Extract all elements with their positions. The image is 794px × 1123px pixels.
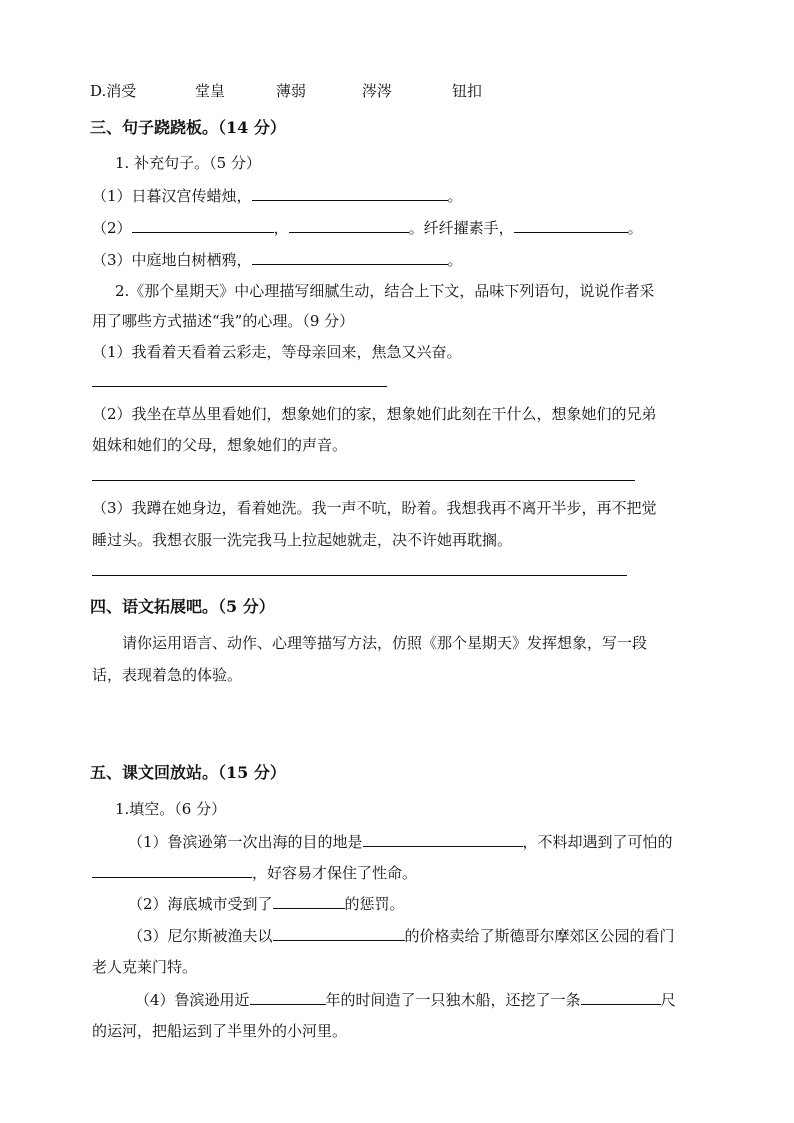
s5-item1-line1 [128,831,673,852]
s3-q1-line2-prefix: （2） [92,219,132,237]
s3-q1-line2-mid: 。纤纤擢素手， [408,219,514,237]
section5-title: 五、课文回放站。（15 分） [90,763,286,782]
s3-q1-line1-prefix: （1）日暮汉宫传蜡烛， [92,187,252,205]
answer-blank[interactable] [92,862,252,878]
s3-q2-intro-line2: 用了哪些方式描述“我”的心理。（9 分） [92,312,355,330]
answer-line[interactable] [92,386,387,387]
s5-item1-line2 [92,862,417,883]
answer-blank[interactable] [363,831,523,847]
s5-item3-line1 [128,925,675,946]
s5-item3-line2: 老人克莱门特。 [92,958,198,976]
s3-q2-item3-line1: （3）我蹲在她身边，看着她洗。我一声不吭，盼着。我想我再不离开半步，再不把觉 [92,499,657,517]
s5-item1-b: ，不料却遇到了可怕的 [522,833,673,851]
s3-q1-line2-comma: ， [273,219,289,237]
s5-item1-a: （1）鲁滨逊第一次出海的目的地是 [128,833,363,851]
s3-q2-item3-line2: 睡过头。我想衣服一洗完我马上拉起她就走，决不许她再耽搁。 [92,531,513,549]
answer-blank[interactable] [289,217,409,233]
s5-q1-title: 1.填空。（6 分） [115,800,227,818]
s5-item2 [128,893,405,914]
answer-line[interactable] [92,480,635,481]
option-d-word-3: 涔涔 [362,82,393,100]
option-d-word-1: 堂皇 [195,82,226,100]
s5-item4-line1 [135,989,676,1010]
answer-blank[interactable] [132,217,274,233]
option-d-word-2: 薄弱 [276,82,307,100]
s4-line2: 话，表现着急的体验。 [92,666,243,684]
answer-line[interactable] [92,575,627,576]
answer-blank[interactable] [273,893,345,909]
s5-item3-a: （3）尼尔斯被渔夫以 [128,927,273,945]
option-d-label: D.消受 [90,82,137,100]
s3-q1-line3 [92,249,463,270]
section3-title: 三、句子跷跷板。（14 分） [90,118,286,137]
s3-q1-line3-prefix: （3）中庭地白树栖鸦， [92,251,252,269]
s5-item4-c: 尺 [660,991,676,1009]
option-d-word-4: 钮扣 [452,82,483,100]
s3-q1-line2 [92,217,643,238]
s4-line1: 请你运用语言、动作、心理等描写方法，仿照《那个星期天》发挥想象，写一段 [122,634,648,652]
s3-q2-item2-line2: 姐妹和她们的父母，想象她们的声音。 [92,436,348,454]
s5-item2-a: （2）海底城市受到了 [128,895,273,913]
s5-item4-line2: 的运河，把船运到了半里外的小河里。 [92,1022,348,1040]
s3-q2-item2-line1: （2）我坐在草丛里看她们，想象她们的家，想象她们此刻在干什么，想象她们的兄弟 [92,405,657,423]
section4-title: 四、语文拓展吧。（5 分） [90,597,275,616]
s3-q1-line2-suffix: 。 [627,219,643,237]
answer-blank[interactable] [581,989,661,1005]
answer-blank[interactable] [252,185,448,201]
s5-item2-b: 的惩罚。 [344,895,405,913]
answer-blank[interactable] [273,925,405,941]
s3-q1-title: 1. 补充句子。（5 分） [115,154,261,172]
s3-q2-intro-line1: 2.《那个星期天》中心理描写细腻生动，结合上下文，品味下列语句，说说作者采 [115,282,655,300]
s5-item4-b: 年的时间造了一只独木船，还挖了一条 [325,991,581,1009]
s3-q1-line3-suffix: 。 [447,251,463,269]
s3-q1-line1 [92,185,463,206]
answer-blank[interactable] [252,249,448,265]
s5-item1-c: ，好容易才保住了性命。 [252,864,418,882]
answer-blank[interactable] [250,989,326,1005]
s5-item4-a: （4）鲁滨逊用近 [135,991,250,1009]
s3-q2-item1: （1）我看着天看着云彩走，等母亲回来，焦急又兴奋。 [92,343,462,361]
answer-blank[interactable] [514,217,628,233]
s3-q1-line1-suffix: 。 [447,187,463,205]
s5-item3-b: 的价格卖给了斯德哥尔摩郊区公园的看门 [404,927,675,945]
